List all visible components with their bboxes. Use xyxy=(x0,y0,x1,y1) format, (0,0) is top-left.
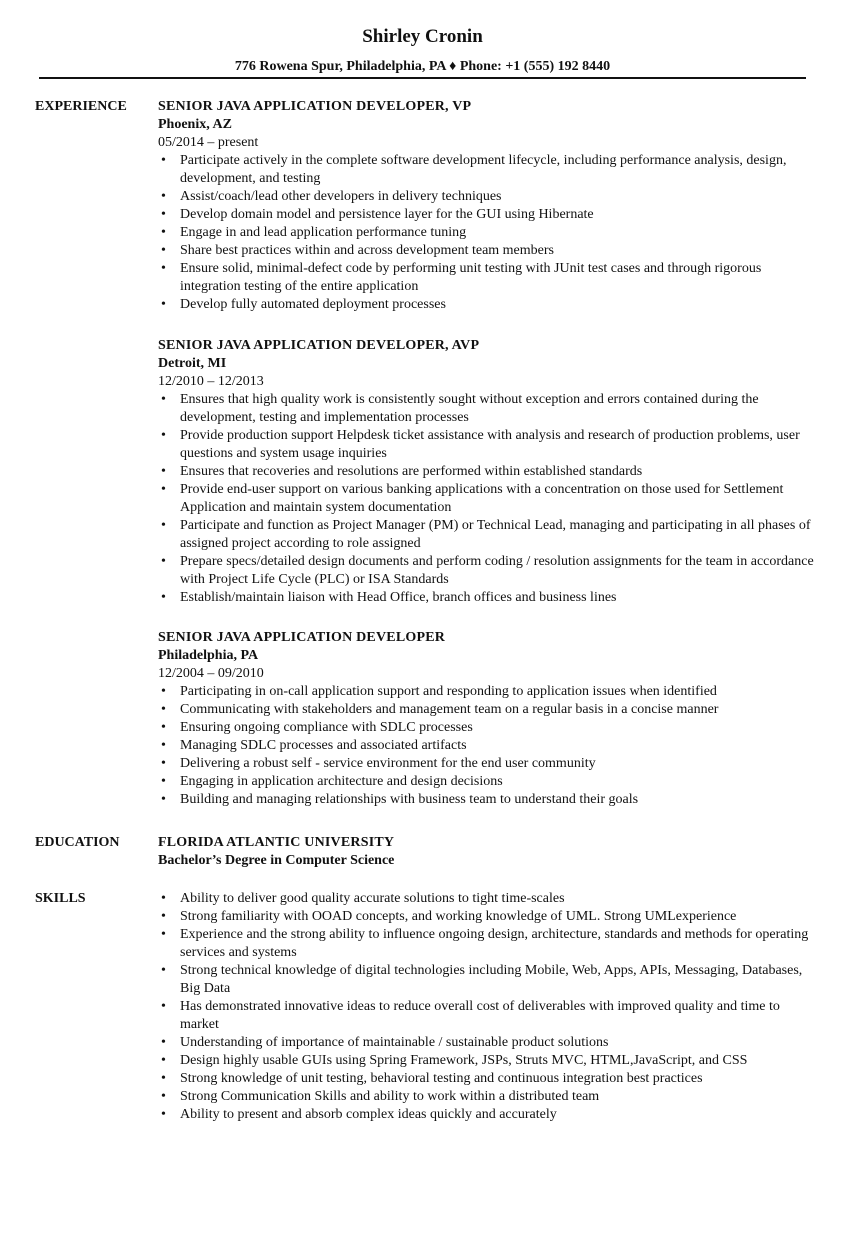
job-bullet: • Ensure solid, minimal-defect code by performing unit testing with JUnit test cases and through rigorous integration testing of the entire application xyxy=(158,260,818,296)
skill-bullet: • Design highly usable GUIs using Spring Framework, JSPs, Struts MVC, HTML,JavaScript, and CSS xyxy=(158,1052,818,1070)
job-bullet: • Assist/coach/lead other developers in delivery techniques xyxy=(158,188,818,206)
skill-bullet: • Ability to deliver good quality accurate solutions to tight time-scales xyxy=(158,890,818,908)
job-dates: 12/2010 – 12/2013 xyxy=(158,374,264,389)
job-bullet: • Provide end-user support on various banking applications with a concentration on those used for Settlement Application and maintain system documentation xyxy=(158,481,818,517)
job-bullet: • Ensuring ongoing compliance with SDLC processes xyxy=(158,719,818,737)
skill-bullet: • Ability to present and absorb complex ideas quickly and accurately xyxy=(158,1106,818,1124)
job-bullets xyxy=(158,152,818,314)
education-section-label: EDUCATION xyxy=(35,835,120,850)
job-bullet: • Develop fully automated deployment processes xyxy=(158,296,818,314)
skill-bullet: • Has demonstrated innovative ideas to reduce overall cost of deliverables with improved quality and time to market xyxy=(158,998,818,1034)
job-bullet: • Managing SDLC processes and associated artifacts xyxy=(158,737,818,755)
skill-bullet: • Strong technical knowledge of digital technologies including Mobile, Web, Apps, APIs, Messaging, Databases, Big Data xyxy=(158,962,818,998)
job-bullet: • Engage in and lead application performance tuning xyxy=(158,224,818,242)
job-dates: 12/2004 – 09/2010 xyxy=(158,666,264,681)
job-dates: 05/2014 – present xyxy=(158,135,259,150)
job-bullet: • Develop domain model and persistence layer for the GUI using Hibernate xyxy=(158,206,818,224)
degree: Bachelor’s Degree in Computer Science xyxy=(158,853,395,868)
job-bullet: • Participate actively in the complete software development lifecycle, including performance analysis, design, development, and testing xyxy=(158,152,818,188)
skill-bullet: • Experience and the strong ability to influence ongoing design, architecture, standards and methods for operating services and systems xyxy=(158,926,818,962)
education-entry xyxy=(158,834,818,870)
job-bullet: • Establish/maintain liaison with Head Office, branch offices and business lines xyxy=(158,589,818,607)
skill-bullet: • Understanding of importance of maintainable / sustainable product solutions xyxy=(158,1034,818,1052)
job-title: SENIOR JAVA APPLICATION DEVELOPER, AVP xyxy=(158,338,480,353)
job-location: Detroit, MI xyxy=(158,356,227,371)
job-bullet: • Provide production support Helpdesk ticket assistance with analysis and research of production problems, user questions and system usage inquiries xyxy=(158,427,818,463)
resume-name: Shirley Cronin xyxy=(362,26,483,47)
skill-bullet: • Strong familiarity with OOAD concepts, and working knowledge of UML. Strong UMLexperience xyxy=(158,908,818,926)
skills-entry xyxy=(158,890,818,1124)
experience-section-label: EXPERIENCE xyxy=(35,99,127,114)
job-entry-2 xyxy=(158,337,818,607)
job-bullets xyxy=(158,391,818,607)
header-divider xyxy=(39,77,806,79)
job-title: SENIOR JAVA APPLICATION DEVELOPER xyxy=(158,630,446,645)
job-location: Phoenix, AZ xyxy=(158,117,232,132)
job-bullet: • Ensures that recoveries and resolutions are performed within established standards xyxy=(158,463,818,481)
job-bullet: • Participate and function as Project Manager (PM) or Technical Lead, managing and participating in all phases of assigned project according to role assigned xyxy=(158,517,818,553)
job-bullet: • Share best practices within and across development team members xyxy=(158,242,818,260)
job-bullet: • Building and managing relationships with business team to understand their goals xyxy=(158,791,818,809)
job-entry-1 xyxy=(158,98,818,314)
skill-bullet: • Strong Communication Skills and ability to work within a distributed team xyxy=(158,1088,818,1106)
job-bullet: • Prepare specs/detailed design documents and perform coding / resolution assignments for the team in accordance with Project Life Cycle (PLC) or ISA Standards xyxy=(158,553,818,589)
job-title: SENIOR JAVA APPLICATION DEVELOPER, VP xyxy=(158,99,472,114)
job-bullet: • Ensures that high quality work is consistently sought without exception and errors contained during the development, testing and implementation processes xyxy=(158,391,818,427)
job-bullets xyxy=(158,683,818,809)
job-bullet: • Engaging in application architecture and design decisions xyxy=(158,773,818,791)
job-bullet: • Delivering a robust self - service environment for the end user community xyxy=(158,755,818,773)
school-name: FLORIDA ATLANTIC UNIVERSITY xyxy=(158,835,395,850)
skills-section-label: SKILLS xyxy=(35,891,86,906)
job-bullet: • Communicating with stakeholders and management team on a regular basis in a concise manner xyxy=(158,701,818,719)
job-location: Philadelphia, PA xyxy=(158,648,259,663)
contact-line: 776 Rowena Spur, Philadelphia, PA ♦ Phone: +1 (555) 192 8440 xyxy=(234,59,611,74)
job-bullet: • Participating in on-call application support and responding to application issues when identified xyxy=(158,683,818,701)
skills-bullets xyxy=(158,890,818,1124)
skill-bullet: • Strong knowledge of unit testing, behavioral testing and continuous integration best practices xyxy=(158,1070,818,1088)
job-entry-3 xyxy=(158,629,818,809)
